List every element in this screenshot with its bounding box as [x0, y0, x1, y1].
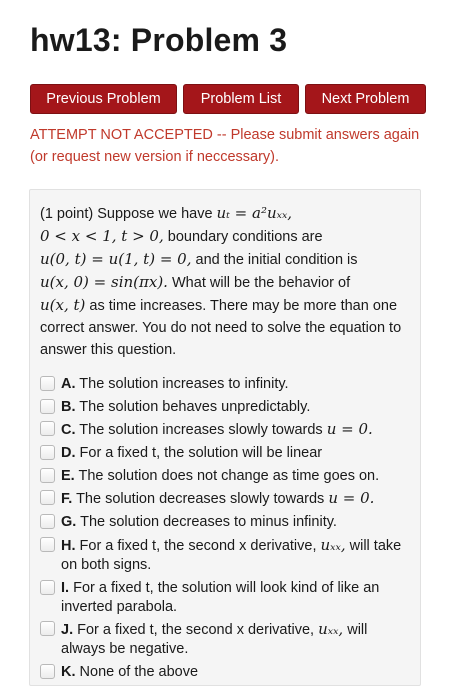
checkbox[interactable]	[40, 445, 55, 460]
problem-points: (1 point)	[40, 206, 94, 222]
choice-text: The solution decreases slowly towards	[76, 491, 325, 508]
choice-g[interactable]	[40, 513, 412, 532]
choice-h[interactable]	[40, 536, 412, 575]
checkbox[interactable]	[40, 664, 55, 679]
problem-text-1: Suppose we have	[97, 206, 213, 222]
choice-math: uₓₓ,	[318, 620, 344, 639]
choice-text: For a fixed t, the solution will look kind of like an inverted parabola.	[61, 579, 380, 615]
choice-f[interactable]	[40, 489, 412, 509]
choice-i[interactable]	[40, 579, 412, 617]
choice-letter: E.	[61, 467, 75, 484]
checkbox[interactable]	[40, 468, 55, 483]
choice-text-after: will take on both signs.	[61, 537, 402, 573]
next-problem-button[interactable]: Next Problem	[305, 84, 426, 114]
choice-letter: A.	[61, 376, 76, 392]
checkbox[interactable]	[40, 537, 55, 552]
choice-text: The solution increases slowly towards	[79, 422, 323, 439]
initial-condition-equation: u(x, 0) = sin(πx).	[40, 273, 168, 291]
choice-j[interactable]	[40, 620, 412, 659]
problem-box	[29, 189, 421, 686]
choice-math: uₓₓ,	[320, 535, 346, 554]
previous-problem-button[interactable]: Previous Problem	[30, 84, 177, 114]
checkbox[interactable]	[40, 621, 55, 636]
checkbox[interactable]	[40, 580, 55, 595]
attempt-status-message: ATTEMPT NOT ACCEPTED -- Please submit answers again (or request new version if neccessary).	[30, 127, 420, 165]
answer-choices	[40, 375, 412, 686]
choice-letter: B.	[61, 398, 76, 415]
choice-letter: G.	[61, 514, 77, 531]
problem-text-4: What will be the behavior of	[172, 275, 351, 291]
choice-text: For a fixed t, the second x derivative,	[79, 537, 317, 554]
problem-statement	[40, 202, 412, 361]
pde-equation: uₜ = a²uₓₓ,	[216, 204, 293, 222]
choice-math: u = 0.	[326, 420, 373, 439]
checkbox[interactable]	[40, 421, 55, 436]
checkbox[interactable]	[40, 399, 55, 414]
choice-text: The solution behaves unpredictably.	[79, 398, 311, 415]
choice-text-after: will always be negative.	[61, 622, 368, 658]
choice-text: For a fixed t, the solution will be linear	[79, 445, 323, 462]
choice-letter: D.	[61, 445, 76, 462]
boundary-condition-equation: u(0, t) = u(1, t) = 0,	[40, 250, 192, 268]
choice-text: For a fixed t, the second x derivative,	[77, 622, 315, 639]
choice-e[interactable]	[40, 467, 412, 486]
page-title: hw13: Problem 3	[30, 22, 288, 58]
domain-equation: 0 < x < 1, t > 0,	[40, 227, 164, 245]
checkbox[interactable]	[40, 376, 55, 391]
choice-math: u = 0.	[328, 489, 375, 508]
choice-letter: F.	[61, 491, 73, 508]
choice-letter: C.	[61, 422, 76, 439]
choice-a[interactable]	[40, 375, 412, 394]
problem-text-3: and the initial condition is	[195, 252, 358, 268]
choice-b[interactable]	[40, 398, 412, 417]
problem-text-5: as time increases. There may be more than one correct answer. You do not need to solve the equation to answer this question.	[40, 298, 402, 358]
choice-k[interactable]	[40, 663, 412, 682]
solution-function: u(x, t)	[40, 296, 86, 314]
choice-letter: J.	[61, 622, 74, 639]
choice-c[interactable]	[40, 420, 412, 440]
checkbox[interactable]	[40, 490, 55, 505]
choice-letter: K.	[61, 663, 76, 680]
choice-text: The solution increases to infinity.	[79, 376, 289, 392]
choice-letter: H.	[61, 537, 76, 554]
problem-nav	[30, 84, 426, 114]
choice-d[interactable]	[40, 444, 412, 463]
choice-text: The solution decreases to minus infinity.	[80, 514, 337, 531]
choice-letter: I.	[61, 579, 70, 596]
problem-text-2: boundary conditions are	[167, 229, 323, 245]
choice-text: None of the above	[79, 663, 199, 680]
choice-text: The solution does not change as time goes on.	[78, 467, 380, 484]
problem-list-button[interactable]: Problem List	[183, 84, 299, 114]
checkbox[interactable]	[40, 514, 55, 529]
